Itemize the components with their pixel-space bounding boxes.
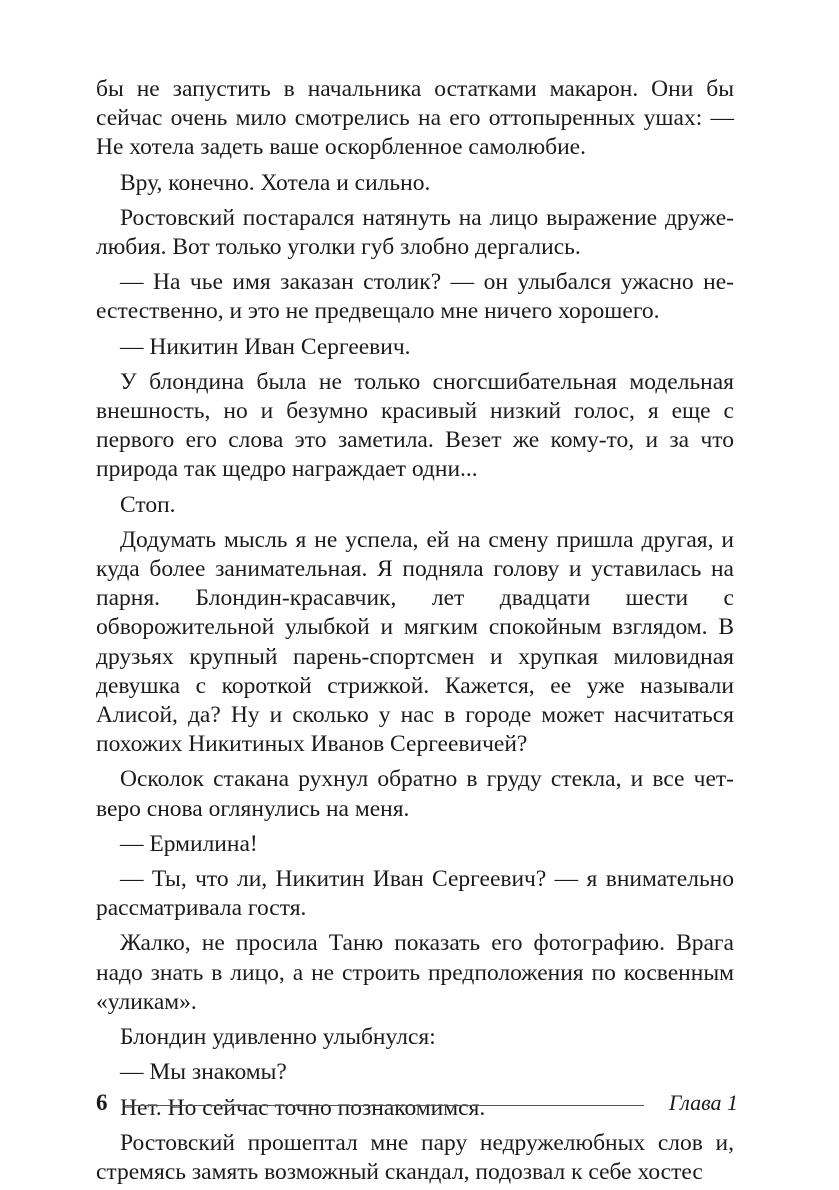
page-footer <box>96 1090 738 1120</box>
paragraph: Стоп. <box>120 491 176 518</box>
paragraph: — Мы знакомы? <box>120 1059 287 1086</box>
paragraph: Ростовский прошептал мне пару недружелюбных слов и, стремясь замять возможный скандал, подозвал к себе хостес <box>96 1129 734 1185</box>
paragraph: — На чье имя заказан столик? — он улыбался ужасно неестественно, и это не предвещало мне ничего хорошего. <box>96 269 734 325</box>
paragraph: Жалко, не просила Таню показать его фотографию. Врага надо знать в лицо, а не строить предположения по косвенным «уликам». <box>96 930 734 1015</box>
footer-divider <box>124 1105 644 1106</box>
paragraph: Вру, конечно. Хотела и сильно. <box>120 169 431 196</box>
paragraph: — Ты, что ли, Никитин Иван Сергеевич? — я внимательно рассматривала гостя. <box>96 866 734 922</box>
paragraph: бы не запустить в начальника остатками макарон. Они бы сейчас очень мило смотрелись на его оттопыренных ушах: — Не хотела задеть ваше оскорбленное самолюбие. <box>96 76 734 161</box>
page-number: 6 <box>96 1090 108 1115</box>
paragraph: Нет. Но сейчас точно познакомимся. <box>120 1094 486 1121</box>
paragraph: Осколок стакана рухнул обратно в груду стекла, и все четверо снова оглянулись на меня. <box>96 766 734 822</box>
body-text <box>96 75 734 1187</box>
paragraph: — Никитин Иван Сергеевич. <box>120 333 411 360</box>
paragraph: Додумать мысль я не успела, ей на смену пришла другая, и куда более занимательная. Я подняла голову и уставилась на парня. Блондин-красавчик, лет двадцати шести с обворожительной улыбкой и мягким спокойным взглядом. В друзьях крупный парень-спортсмен и хрупкая миловидная девушка с короткой стрижкой. Кажется, ее уже называли Алисой, да? Ну и сколько у нас в городе может насчитаться похожих Никитиных Иванов Сергеевичей? <box>96 526 734 758</box>
running-chapter-title: Глава 1 <box>668 1090 738 1115</box>
paragraph: — Ермилина! <box>120 830 258 857</box>
paragraph: У блондина была не только сногсшибательная модельная внешность, но и безумно красивый низкий голос, я еще с первого его слова это заметила. Везет же кому-то, и за что природа так щедро награждает одни... <box>96 368 734 483</box>
paragraph: Блондин удивленно улыбнулся: <box>120 1024 436 1051</box>
paragraph: Ростовский постарался натянуть на лицо выражение дружелюбия. Вот только уголки губ злобно дергались. <box>96 204 734 261</box>
